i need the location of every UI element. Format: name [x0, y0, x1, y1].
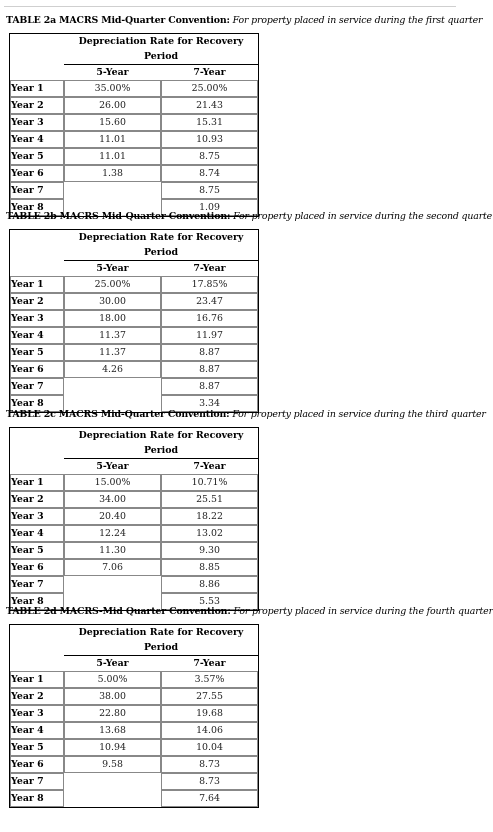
table-row — [10, 790, 258, 807]
table-2b-caption — [6, 210, 493, 223]
table-2d-note: For property placed in service during the fourth quarter — [233, 606, 493, 617]
cell-7-year: 13.02 — [161, 525, 258, 542]
row-year-label: Year 7 — [10, 576, 64, 593]
table-row — [10, 474, 258, 491]
cell-7-year: 8.87 — [161, 361, 258, 378]
table-2c-note: For property placed in service during the third quarter — [232, 409, 486, 420]
cell-7-year: 21.43 — [161, 97, 258, 114]
table-row — [10, 276, 258, 293]
group-header: Depreciation Rate for Recovery Period — [64, 428, 258, 459]
table-2a-label: TABLE 2a MACRS Mid-Quarter Convention: — [6, 15, 230, 26]
column-header-5-year: 5-Year — [96, 263, 129, 274]
cell-7-year: 8.73 — [161, 773, 258, 790]
row-year-label: Year 6 — [10, 165, 64, 182]
row-year-label: Year 3 — [10, 705, 64, 722]
group-header: Depreciation Rate for Recovery Period — [64, 625, 258, 656]
cell-7-year: 14.06 — [161, 722, 258, 739]
row-year-label: Year 6 — [10, 361, 64, 378]
cell-7-year: 25.51 — [161, 491, 258, 508]
cell-5-year: 11.37 — [64, 344, 161, 361]
cell-5-year — [64, 576, 161, 593]
row-year-label: Year 3 — [10, 310, 64, 327]
cell-7-year: 8.85 — [161, 559, 258, 576]
table-row — [10, 165, 258, 182]
row-year-label: Year 5 — [10, 344, 64, 361]
table-row — [10, 378, 258, 395]
column-header-7-year: 7-Year — [193, 461, 226, 472]
column-header-7-year: 7-Year — [193, 263, 226, 274]
cell-7-year: 1.09 — [161, 199, 258, 216]
cell-5-year: 26.00 — [64, 97, 161, 114]
cell-7-year: 8.87 — [161, 344, 258, 361]
cell-5-year: 11.30 — [64, 542, 161, 559]
table-row — [10, 491, 258, 508]
row-year-label: Year 1 — [10, 276, 64, 293]
table-row — [10, 525, 258, 542]
cell-7-year: 5.53 — [161, 593, 258, 610]
column-header-7-year: 7-Year — [193, 658, 226, 669]
cell-5-year: 15.60 — [64, 114, 161, 131]
column-header-5-year: 5-Year — [96, 461, 129, 472]
cell-5-year — [64, 182, 161, 199]
cell-5-year: 38.00 — [64, 688, 161, 705]
table-row — [10, 344, 258, 361]
row-year-label: Year 8 — [10, 790, 64, 807]
cell-5-year: 13.68 — [64, 722, 161, 739]
cell-7-year: 8.75 — [161, 182, 258, 199]
table-row — [10, 671, 258, 688]
column-header-5-year: 5-Year — [96, 67, 129, 78]
row-year-label: Year 4 — [10, 327, 64, 344]
table-2d-caption — [6, 605, 493, 618]
table-row — [10, 97, 258, 114]
table-row — [10, 756, 258, 773]
table-row — [10, 559, 258, 576]
table-2b-label: TABLE 2b MACRS Mid-Quarter Convention: — [6, 211, 231, 222]
cell-7-year: 25.00% — [161, 80, 258, 97]
table-row — [10, 293, 258, 310]
cell-5-year: 11.01 — [64, 131, 161, 148]
table-2c-caption — [6, 408, 486, 421]
cell-7-year: 19.68 — [161, 705, 258, 722]
row-year-label: Year 4 — [10, 525, 64, 542]
cell-7-year: 23.47 — [161, 293, 258, 310]
cell-7-year: 3.34 — [161, 395, 258, 412]
cell-7-year: 3.57% — [161, 671, 258, 688]
row-year-label: Year 5 — [10, 148, 64, 165]
table-row — [10, 131, 258, 148]
table-2a-caption — [6, 14, 483, 27]
table-row — [10, 361, 258, 378]
row-year-label: Year 6 — [10, 559, 64, 576]
row-year-label: Year 3 — [10, 508, 64, 525]
cell-5-year: 10.94 — [64, 739, 161, 756]
cell-5-year: 20.40 — [64, 508, 161, 525]
table-row — [10, 542, 258, 559]
cell-7-year: 8.86 — [161, 576, 258, 593]
row-year-label: Year 2 — [10, 97, 64, 114]
cell-5-year: 18.00 — [64, 310, 161, 327]
cell-7-year: 8.74 — [161, 165, 258, 182]
table-row — [10, 722, 258, 739]
cell-5-year — [64, 790, 161, 807]
cell-7-year: 11.97 — [161, 327, 258, 344]
cell-5-year: 1.38 — [64, 165, 161, 182]
row-year-label: Year 2 — [10, 688, 64, 705]
cell-7-year: 15.31 — [161, 114, 258, 131]
row-year-label: Year 4 — [10, 131, 64, 148]
cell-7-year: 9.30 — [161, 542, 258, 559]
cell-5-year: 7.06 — [64, 559, 161, 576]
group-header: Depreciation Rate for Recovery Period — [64, 230, 258, 261]
cell-7-year: 16.76 — [161, 310, 258, 327]
cell-5-year: 12.24 — [64, 525, 161, 542]
table-2b-section — [6, 210, 493, 413]
row-year-label: Year 8 — [10, 593, 64, 610]
cell-5-year — [64, 378, 161, 395]
table-2c — [9, 427, 259, 611]
cell-5-year: 34.00 — [64, 491, 161, 508]
row-year-label: Year 8 — [10, 199, 64, 216]
cell-5-year: 4.26 — [64, 361, 161, 378]
cell-7-year: 10.71% — [161, 474, 258, 491]
row-year-label: Year 5 — [10, 739, 64, 756]
cell-7-year: 17.85% — [161, 276, 258, 293]
table-row — [10, 773, 258, 790]
column-header-5-year: 5-Year — [96, 658, 129, 669]
cell-7-year: 18.22 — [161, 508, 258, 525]
table-2b-note: For property placed in service during the second quarte — [233, 211, 493, 222]
table-2c-label: TABLE 2c MACRS Mid-Quarter Convention: — [6, 409, 230, 420]
table-row — [10, 148, 258, 165]
row-year-label: Year 1 — [10, 671, 64, 688]
table-row — [10, 739, 258, 756]
row-year-label: Year 7 — [10, 182, 64, 199]
cell-5-year: 5.00% — [64, 671, 161, 688]
row-year-label: Year 5 — [10, 542, 64, 559]
column-header-7-year: 7-Year — [193, 67, 226, 78]
table-2a-note: For property placed in service during the first quarter — [232, 15, 483, 26]
cell-7-year: 8.73 — [161, 756, 258, 773]
row-year-label: Year 4 — [10, 722, 64, 739]
table-2d — [9, 624, 259, 808]
cell-5-year: 35.00% — [64, 80, 161, 97]
table-row — [10, 688, 258, 705]
cell-7-year: 8.87 — [161, 378, 258, 395]
table-row — [10, 327, 258, 344]
cell-5-year: 11.37 — [64, 327, 161, 344]
cell-5-year: 30.00 — [64, 293, 161, 310]
top-divider — [4, 6, 456, 7]
row-year-label: Year 1 — [10, 80, 64, 97]
row-year-label: Year 2 — [10, 491, 64, 508]
table-2b — [9, 229, 259, 413]
table-row — [10, 182, 258, 199]
cell-7-year: 10.04 — [161, 739, 258, 756]
cell-5-year: 15.00% — [64, 474, 161, 491]
row-year-label: Year 8 — [10, 395, 64, 412]
table-row — [10, 114, 258, 131]
cell-5-year: 9.58 — [64, 756, 161, 773]
table-2c-section — [6, 408, 486, 611]
table-2d-section — [6, 605, 493, 808]
cell-7-year: 8.75 — [161, 148, 258, 165]
table-row — [10, 508, 258, 525]
row-year-label: Year 2 — [10, 293, 64, 310]
table-row — [10, 80, 258, 97]
cell-7-year: 10.93 — [161, 131, 258, 148]
row-year-label: Year 7 — [10, 378, 64, 395]
cell-5-year: 25.00% — [64, 276, 161, 293]
group-header: Depreciation Rate for Recovery Period — [64, 34, 258, 65]
row-year-label: Year 7 — [10, 773, 64, 790]
cell-5-year: 11.01 — [64, 148, 161, 165]
row-year-label: Year 6 — [10, 756, 64, 773]
row-year-label: Year 1 — [10, 474, 64, 491]
row-year-label: Year 3 — [10, 114, 64, 131]
table-row — [10, 705, 258, 722]
table-row — [10, 576, 258, 593]
table-2d-label: TABLE 2d MACRS-Mid Quarter Convention: — [6, 606, 231, 617]
cell-5-year — [64, 773, 161, 790]
cell-7-year: 7.64 — [161, 790, 258, 807]
table-2a — [9, 33, 259, 217]
table-row — [10, 310, 258, 327]
cell-5-year: 22.80 — [64, 705, 161, 722]
cell-7-year: 27.55 — [161, 688, 258, 705]
